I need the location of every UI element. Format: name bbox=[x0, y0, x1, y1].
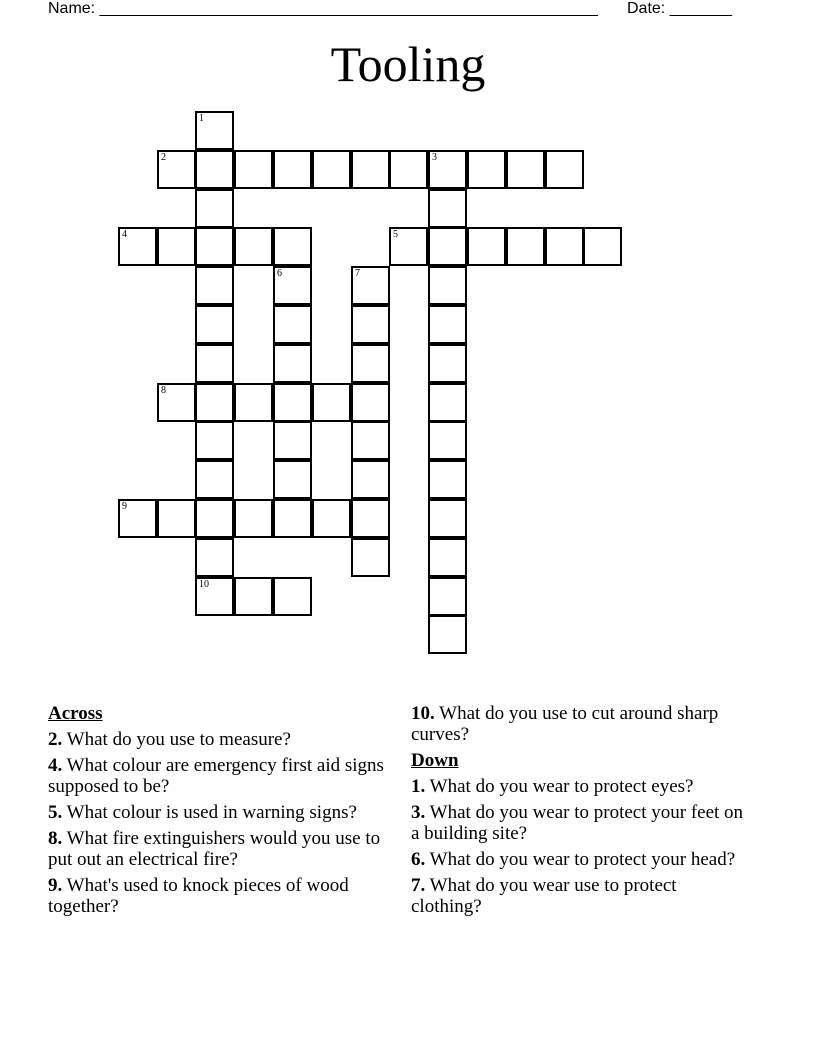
grid-cell[interactable] bbox=[351, 421, 390, 460]
grid-cell[interactable] bbox=[351, 305, 390, 344]
clue-number: 10. bbox=[411, 703, 435, 724]
grid-cell[interactable] bbox=[157, 227, 196, 266]
cell-number: 1 bbox=[199, 113, 204, 124]
clue-number: 5. bbox=[48, 802, 63, 823]
grid-cell[interactable] bbox=[428, 499, 467, 538]
clue-text: What fire extinguishers would you use to put out an electrical fire? bbox=[48, 828, 381, 870]
clues-left-column bbox=[48, 703, 388, 922]
cell-number: 9 bbox=[122, 501, 127, 512]
clue-text: What do you wear to protect eyes? bbox=[429, 776, 694, 797]
grid-cell[interactable] bbox=[428, 150, 467, 189]
cell-number: 7 bbox=[355, 268, 360, 279]
grid-cell[interactable] bbox=[157, 499, 196, 538]
grid-cell[interactable] bbox=[312, 499, 351, 538]
clue-text: What do you wear to protect your head? bbox=[429, 849, 736, 870]
grid-cell[interactable] bbox=[351, 344, 390, 383]
clue-text: What colour is used in warning signs? bbox=[66, 802, 357, 823]
date-field: Date: _______ bbox=[627, 0, 732, 17]
down-heading: Down bbox=[411, 750, 459, 771]
grid-cell[interactable] bbox=[428, 227, 467, 266]
grid-cell[interactable] bbox=[234, 499, 273, 538]
grid-cell[interactable] bbox=[195, 344, 234, 383]
grid-cell[interactable] bbox=[195, 189, 234, 228]
clue-across-2 bbox=[48, 729, 388, 750]
name-field: Name: ________________________________________________________ bbox=[48, 0, 598, 17]
grid-cell[interactable] bbox=[273, 577, 312, 616]
grid-cell[interactable] bbox=[545, 227, 584, 266]
clue-number: 8. bbox=[48, 828, 63, 849]
grid-cell[interactable] bbox=[234, 150, 273, 189]
cell-number: 2 bbox=[161, 152, 166, 163]
clue-text: What colour are emergency first aid signs supposed to be? bbox=[48, 755, 384, 797]
clue-across-9 bbox=[48, 875, 388, 917]
grid-cell[interactable] bbox=[506, 227, 545, 266]
grid-cell[interactable] bbox=[312, 383, 351, 422]
grid-cell[interactable] bbox=[428, 538, 467, 577]
clue-number: 7. bbox=[411, 875, 426, 896]
cell-number: 3 bbox=[432, 152, 437, 163]
grid-cell[interactable] bbox=[389, 150, 428, 189]
clue-number: 4. bbox=[48, 755, 63, 776]
clues-right-column bbox=[411, 703, 751, 922]
grid-cell[interactable] bbox=[273, 150, 312, 189]
grid-cell[interactable] bbox=[234, 383, 273, 422]
cell-number: 8 bbox=[161, 385, 166, 396]
grid-cell[interactable] bbox=[157, 383, 196, 422]
grid-cell[interactable] bbox=[428, 615, 467, 654]
grid-cell[interactable] bbox=[428, 421, 467, 460]
clue-number: 1. bbox=[411, 776, 426, 797]
grid-cell[interactable] bbox=[351, 538, 390, 577]
grid-cell[interactable] bbox=[195, 383, 234, 422]
grid-cell[interactable] bbox=[389, 227, 428, 266]
grid-cell[interactable] bbox=[234, 227, 273, 266]
clue-number: 3. bbox=[411, 802, 426, 823]
grid-cell[interactable] bbox=[428, 383, 467, 422]
clue-number: 6. bbox=[411, 849, 426, 870]
clue-text: What do you use to cut around sharp curves? bbox=[411, 703, 719, 745]
grid-cell[interactable] bbox=[273, 305, 312, 344]
grid-cell[interactable] bbox=[351, 460, 390, 499]
grid-cell[interactable] bbox=[351, 383, 390, 422]
grid-cell[interactable] bbox=[195, 460, 234, 499]
grid-cell[interactable] bbox=[428, 344, 467, 383]
clue-number: 2. bbox=[48, 729, 63, 750]
grid-cell[interactable] bbox=[273, 499, 312, 538]
clue-down-6 bbox=[411, 849, 751, 870]
grid-cell[interactable] bbox=[195, 538, 234, 577]
grid-cell[interactable] bbox=[195, 111, 234, 150]
grid-cell[interactable] bbox=[428, 266, 467, 305]
across-heading: Across bbox=[48, 703, 103, 724]
clue-across-10 bbox=[411, 703, 751, 745]
grid-cell[interactable] bbox=[195, 266, 234, 305]
grid-cell[interactable] bbox=[273, 383, 312, 422]
grid-cell[interactable] bbox=[118, 499, 157, 538]
grid-cell[interactable] bbox=[273, 266, 312, 305]
grid-cell[interactable] bbox=[351, 499, 390, 538]
grid-cell[interactable] bbox=[312, 150, 351, 189]
cell-number: 6 bbox=[277, 268, 282, 279]
clue-number: 9. bbox=[48, 875, 63, 896]
grid-cell[interactable] bbox=[506, 150, 545, 189]
grid-cell[interactable] bbox=[273, 460, 312, 499]
clue-text: What do you wear use to protect clothing? bbox=[411, 875, 677, 917]
clue-across-5 bbox=[48, 802, 388, 823]
grid-cell[interactable] bbox=[428, 577, 467, 616]
grid-cell[interactable] bbox=[195, 305, 234, 344]
grid-cell[interactable] bbox=[273, 344, 312, 383]
grid-cell[interactable] bbox=[273, 421, 312, 460]
grid-cell[interactable] bbox=[195, 577, 234, 616]
clue-down-1 bbox=[411, 776, 751, 797]
grid-cell[interactable] bbox=[467, 150, 506, 189]
grid-cell[interactable] bbox=[195, 499, 234, 538]
grid-cell[interactable] bbox=[545, 150, 584, 189]
grid-cell[interactable] bbox=[195, 421, 234, 460]
clue-text: What do you use to measure? bbox=[66, 729, 291, 750]
cell-number: 10 bbox=[199, 579, 209, 590]
grid-cell[interactable] bbox=[351, 266, 390, 305]
grid-cell[interactable] bbox=[273, 227, 312, 266]
grid-cell[interactable] bbox=[428, 305, 467, 344]
grid-cell[interactable] bbox=[583, 227, 622, 266]
grid-cell[interactable] bbox=[467, 227, 506, 266]
clue-down-3 bbox=[411, 802, 751, 844]
clue-down-7 bbox=[411, 875, 751, 917]
clue-text: What do you wear to protect your feet on a building site? bbox=[411, 802, 744, 844]
grid-cell[interactable] bbox=[428, 189, 467, 228]
grid-cell[interactable] bbox=[428, 460, 467, 499]
grid-cell[interactable] bbox=[234, 577, 273, 616]
grid-cell[interactable] bbox=[351, 150, 390, 189]
grid-cell[interactable] bbox=[157, 150, 196, 189]
grid-cell[interactable] bbox=[118, 227, 157, 266]
clue-across-4 bbox=[48, 755, 388, 797]
clue-text: What's used to knock pieces of wood together? bbox=[48, 875, 349, 917]
grid-cell[interactable] bbox=[195, 150, 234, 189]
cell-number: 4 bbox=[122, 229, 127, 240]
puzzle-title: Tooling bbox=[330, 36, 486, 92]
cell-number: 5 bbox=[393, 229, 398, 240]
clue-across-8 bbox=[48, 828, 388, 870]
grid-cell[interactable] bbox=[195, 227, 234, 266]
